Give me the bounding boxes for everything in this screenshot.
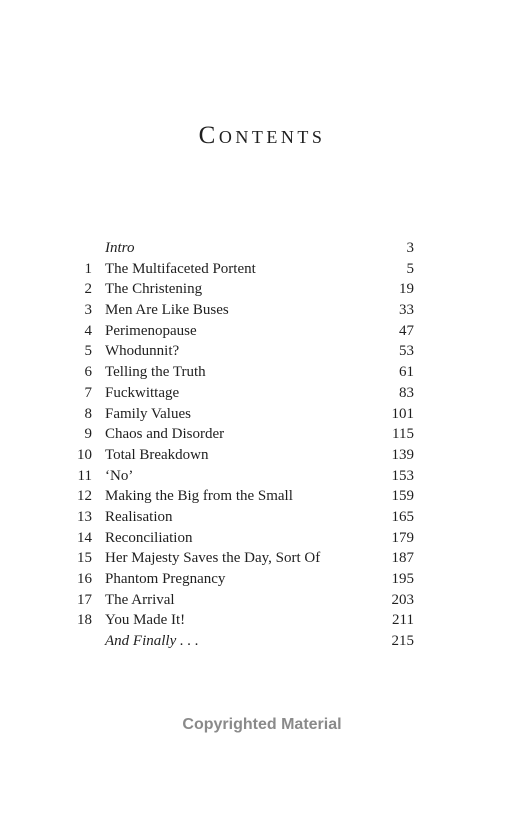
page-number: 3 [406, 240, 414, 256]
chapter-number: 14 [77, 529, 92, 546]
toc-entry [70, 445, 414, 466]
toc-entry [70, 238, 414, 259]
toc-entry [70, 362, 414, 383]
page-number: 203 [391, 591, 414, 608]
chapter-number: 8 [84, 405, 92, 422]
toc-entry [70, 404, 414, 425]
toc-entry [70, 279, 414, 300]
page-number: 159 [391, 488, 414, 505]
page-number: 139 [391, 446, 414, 463]
chapter-number: 5 [84, 343, 92, 360]
toc-entry [70, 424, 414, 445]
chapter-title: Telling the Truth [105, 364, 206, 381]
page-number: 5 [406, 260, 414, 277]
page-number: 47 [399, 322, 414, 339]
page-number: 165 [391, 508, 414, 525]
chapter-number: 6 [84, 364, 92, 381]
page-number: 83 [399, 384, 414, 401]
page-number: 195 [391, 571, 414, 587]
chapter-title: Fuckwittage [105, 384, 180, 401]
page-number: 179 [391, 529, 414, 546]
chapter-number: 4 [84, 322, 92, 339]
page-number: 187 [391, 550, 414, 567]
toc-entry [70, 341, 414, 362]
page-number: 101 [391, 405, 414, 422]
chapter-number: 3 [84, 302, 92, 319]
toc-entry [70, 569, 414, 590]
chapter-number: 11 [77, 467, 92, 484]
chapter-title: Perimenopause [105, 322, 197, 339]
page-number: 153 [391, 467, 414, 484]
chapter-title: Intro [105, 240, 135, 256]
chapter-title: ‘No’ [105, 467, 134, 484]
chapter-number: 10 [77, 446, 92, 463]
chapter-title: Realisation [105, 508, 173, 525]
chapter-title: Phantom Pregnancy [105, 571, 226, 587]
toc-entry [70, 590, 414, 611]
chapter-number: 1 [84, 260, 92, 277]
chapter-number: 12 [77, 488, 92, 505]
toc-entry [70, 321, 414, 342]
chapter-number: 15 [77, 550, 92, 567]
chapter-title: And Finally . . . [105, 633, 199, 650]
page-number: 61 [399, 364, 414, 381]
chapter-title: You Made It! [105, 612, 186, 629]
toc-entry [70, 548, 414, 569]
chapter-number: 13 [77, 508, 92, 525]
chapter-number: 7 [84, 384, 92, 401]
chapter-number: 16 [77, 571, 92, 587]
chapter-title: Reconciliation [105, 529, 193, 546]
table-of-contents [70, 238, 414, 652]
chapter-title: The Multifaceted Portent [105, 260, 256, 277]
page-number: 215 [391, 633, 414, 650]
chapter-title: Family Values [105, 405, 191, 422]
chapter-title: Chaos and Disorder [105, 426, 225, 443]
contents-heading: Contents [198, 122, 326, 149]
toc-entry [70, 259, 414, 280]
toc-entry [70, 466, 414, 487]
toc-entry [70, 486, 414, 507]
toc-entry [70, 300, 414, 321]
copyright-watermark: Copyrighted Material [182, 716, 342, 733]
chapter-number: 17 [77, 591, 92, 608]
chapter-title: Her Majesty Saves the Day, Sort Of [105, 550, 321, 567]
chapter-title: Men Are Like Buses [105, 302, 229, 319]
page-number: 53 [399, 343, 414, 360]
chapter-title: Whodunnit? [105, 343, 180, 360]
chapter-number: 9 [84, 426, 92, 443]
toc-entry [70, 383, 414, 404]
toc-entry [70, 631, 414, 652]
page-number: 211 [392, 612, 414, 629]
chapter-title: The Christening [105, 281, 203, 298]
page-number: 19 [399, 281, 414, 298]
toc-entry [70, 528, 414, 549]
chapter-number: 18 [77, 612, 92, 629]
page-number: 33 [399, 302, 414, 319]
chapter-title: Total Breakdown [105, 446, 209, 463]
page-number: 115 [392, 426, 414, 443]
toc-entry [70, 610, 414, 631]
chapter-number: 2 [84, 281, 92, 298]
chapter-title: The Arrival [105, 591, 175, 608]
chapter-title: Making the Big from the Small [105, 488, 293, 505]
toc-entry [70, 507, 414, 528]
